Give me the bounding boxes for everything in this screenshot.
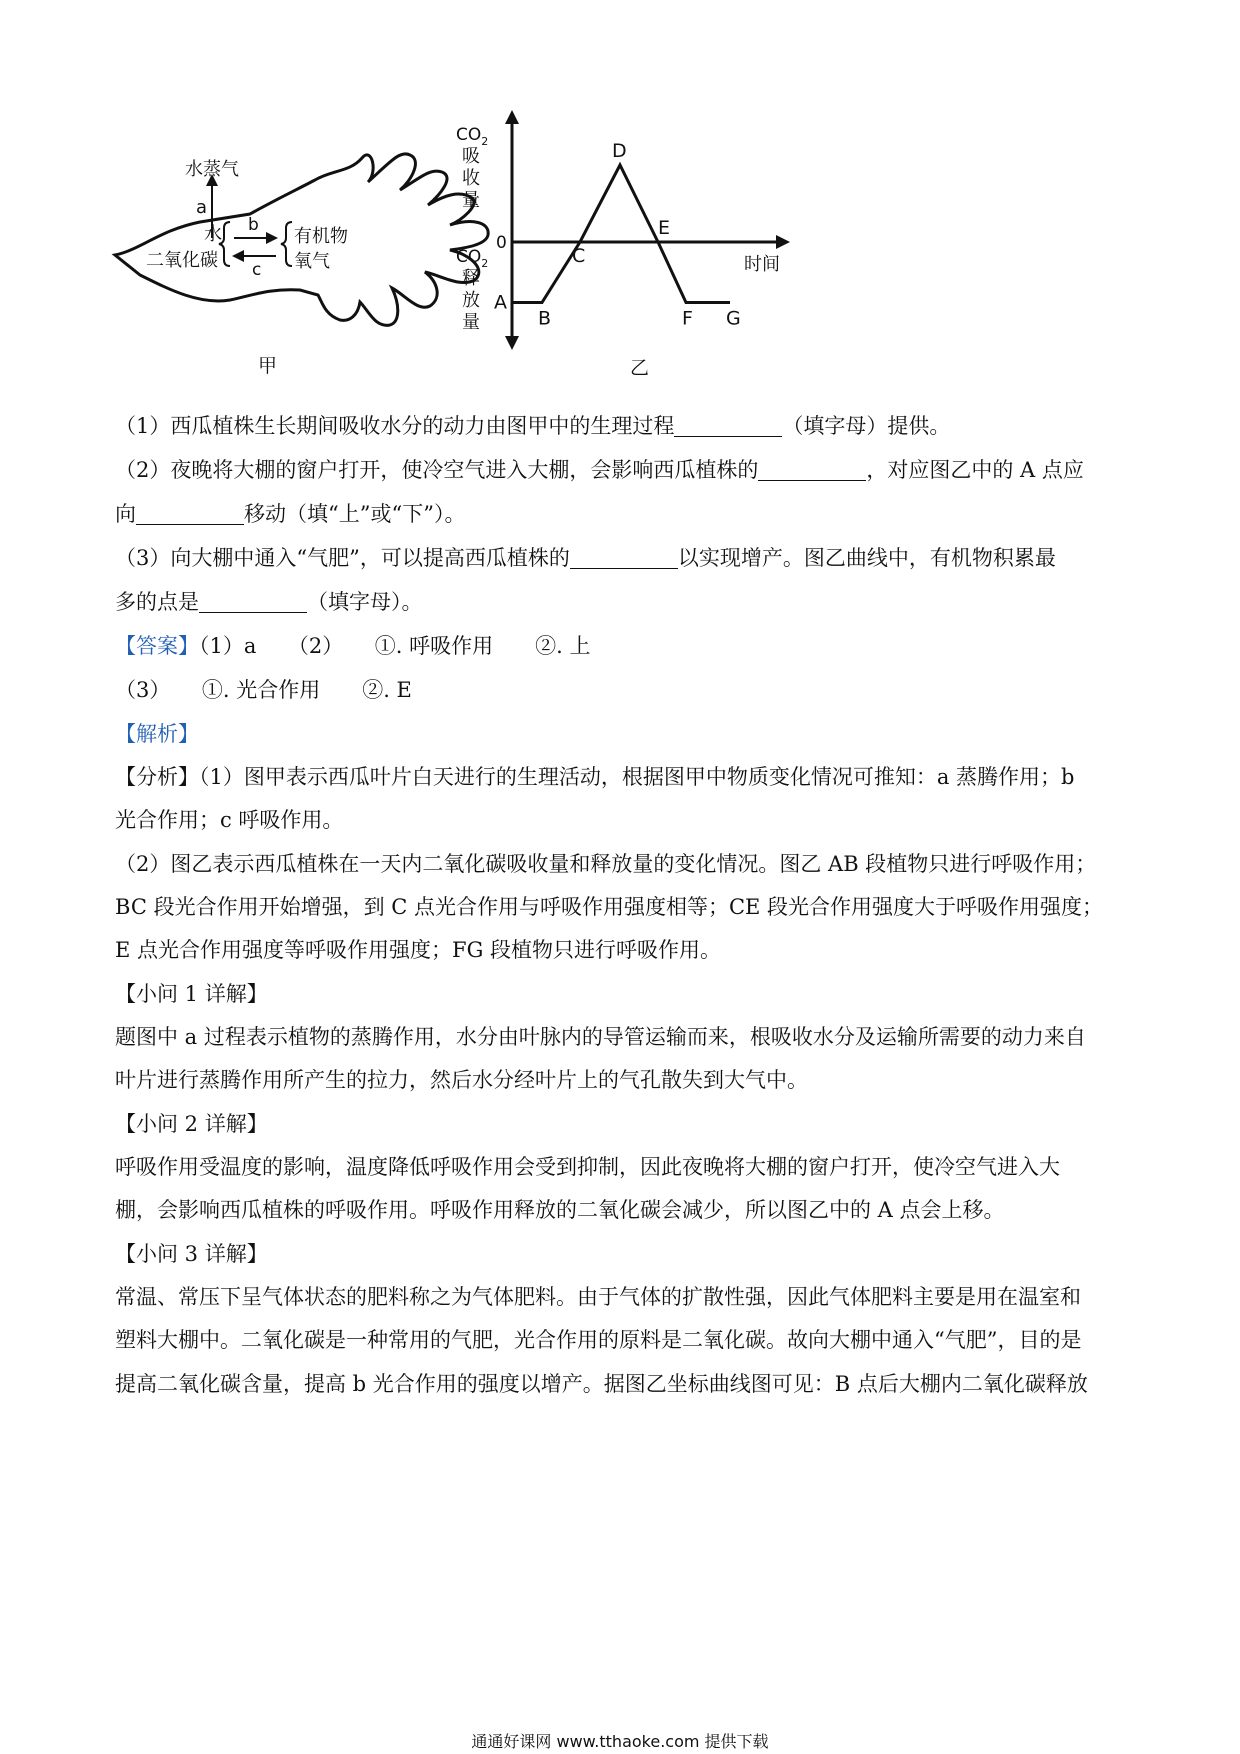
q2-text-b: ，对应图乙中的 A 点应 <box>866 458 1084 482</box>
fenxi-line-4: BC 段光合作用开始增强，到 C 点光合作用与呼吸作用强度相等；CE 段光合作用强度大于呼吸作用强度； <box>115 895 1104 919</box>
question-1 <box>115 412 1135 440</box>
sub1-p1: 题图中 a 过程表示植物的蒸腾作用，水分由叶脉内的导管运输而来，根吸收水分及运输所需要的动力来自 <box>115 1025 1086 1049</box>
absorb-co-label: $CO_2$ <box>456 125 489 148</box>
absorb-char-3: 量 <box>462 190 480 211</box>
analysis-tag: 【解析】 <box>115 722 199 746</box>
question-3-line-1 <box>115 544 1135 572</box>
point-label-g: G <box>726 307 741 330</box>
answer-text-1: （1）a （2） ①. 呼吸作用 ②. 上 <box>199 634 591 658</box>
q3-blank-1 <box>570 546 678 569</box>
q1-text-b: （填字母）提供。 <box>782 414 951 438</box>
q3-text-a: （3）向大棚中通入“气肥”，可以提高西瓜植株的 <box>115 546 570 570</box>
sub2-p2: 棚，会影响西瓜植株的呼吸作用。呼吸作用释放的二氧化碳会减少，所以图乙中的 A 点会上移。 <box>115 1198 1005 1222</box>
q2-text-c: 向 <box>115 502 136 526</box>
release-char-3: 量 <box>462 312 480 333</box>
x-axis-arrow <box>776 235 790 249</box>
point-label-f: F <box>682 307 693 330</box>
point-label-c: C <box>572 245 586 267</box>
answer-text-2: （3） ①. 光合作用 ②. E <box>115 678 412 702</box>
q1-text-a: （1）西瓜植株生长期间吸收水分的动力由图甲中的生理过程 <box>115 414 675 438</box>
caption-yi: 乙 <box>630 357 650 379</box>
y-axis-arrow-bottom <box>505 336 519 350</box>
fenxi-tag: 【分析】 <box>115 765 199 789</box>
q3-blank-2 <box>199 590 307 613</box>
sub1-p2: 叶片进行蒸腾作用所产生的拉力，然后水分经叶片上的气孔散失到大气中。 <box>115 1068 808 1092</box>
label-b: b <box>248 215 259 235</box>
q1-blank <box>674 414 782 437</box>
zero-label: 0 <box>496 233 507 253</box>
figure-area <box>100 110 920 440</box>
release-char-2: 放 <box>462 290 480 311</box>
y-axis-arrow-top <box>505 110 519 124</box>
point-label-a: A <box>494 291 507 314</box>
sub3-title: 【小问 3 详解】 <box>115 1242 268 1266</box>
q2-text-a: （2）夜晚将大棚的窗户打开，使冷空气进入大棚，会影响西瓜植株的 <box>115 458 759 482</box>
question-2-line-1 <box>115 456 1135 484</box>
footer-text: 通通好课网 www.tthaoke.com 提供下载 <box>471 1732 769 1751</box>
q3-text-c: 多的点是 <box>115 590 199 614</box>
label-oxygen: 氧气 <box>294 251 330 272</box>
fenxi-line-2: 光合作用；c 呼吸作用。 <box>115 808 344 832</box>
question-3-line-2 <box>115 588 1135 616</box>
point-label-e: E <box>658 217 671 239</box>
arrow-c-head <box>232 250 244 262</box>
answer-line-1 <box>115 632 1135 660</box>
label-c: c <box>252 260 262 280</box>
sub1-title: 【小问 1 详解】 <box>115 982 268 1006</box>
fenxi-line-1 <box>115 763 1135 791</box>
answer-tag: 【答案】 <box>115 634 199 658</box>
label-organic: 有机物 <box>294 226 348 247</box>
absorb-char-2: 收 <box>462 168 480 189</box>
arrow-b-head <box>266 232 278 244</box>
absorb-char-1: 吸 <box>462 146 480 167</box>
sub3-p2: 塑料大棚中。二氧化碳是一种常用的气肥，光合作用的原料是二氧化碳。故向大棚中通入“气肥”，目的是 <box>115 1328 1082 1352</box>
sub2-p1: 呼吸作用受温度的影响，温度降低呼吸作用会受到抑制，因此夜晚将大棚的窗户打开，使冷空气进入大 <box>115 1155 1060 1179</box>
fenxi-text-1: （1）图甲表示西瓜叶片白天进行的生理活动，根据图甲中物质变化情况可推知：a 蒸腾作用；b <box>199 765 1075 789</box>
point-label-d: D <box>612 140 627 162</box>
label-vapor: 水蒸气 <box>185 159 239 180</box>
sub3-p1: 常温、常压下呈气体状态的肥料称之为气体肥料。由于气体的扩散性强，因此气体肥料主要是用在温室和 <box>115 1285 1081 1309</box>
q3-text-b: 以实现增产。图乙曲线中，有机物积累最 <box>677 546 1056 570</box>
question-2-line-2 <box>115 500 1135 528</box>
fenxi-line-5: E 点光合作用强度等呼吸作用强度；FG 段植物只进行呼吸作用。 <box>115 938 722 962</box>
release-co-label: $CO_2$ <box>456 247 489 270</box>
co2-curve <box>512 165 730 303</box>
release-char-1: 释 <box>462 268 480 289</box>
q3-text-d: （填字母）。 <box>307 590 423 614</box>
point-label-b: B <box>538 307 552 330</box>
q2-blank-1 <box>758 458 866 481</box>
label-water: 水 <box>204 224 222 245</box>
caption-jia: 甲 <box>258 355 278 377</box>
fenxi-line-3: （2）图乙表示西瓜植株在一天内二氧化碳吸收量和释放量的变化情况。图乙 AB 段植物只进行呼吸作用； <box>115 852 1097 876</box>
sub3-p3: 提高二氧化碳含量，提高 b 光合作用的强度以增产。据图乙坐标曲线图可见：B 点后大棚内二氧化碳释放 <box>115 1372 1088 1396</box>
label-a: a <box>196 197 208 218</box>
time-label: 时间 <box>744 254 780 275</box>
label-co2: 二氧化碳 <box>146 250 218 271</box>
right-brace <box>281 222 292 266</box>
answer-line-2 <box>115 676 1135 704</box>
sub2-title: 【小问 2 详解】 <box>115 1112 268 1136</box>
q2-blank-2 <box>136 502 244 525</box>
q2-text-d: 移动（填“上”或“下”）。 <box>244 502 466 526</box>
